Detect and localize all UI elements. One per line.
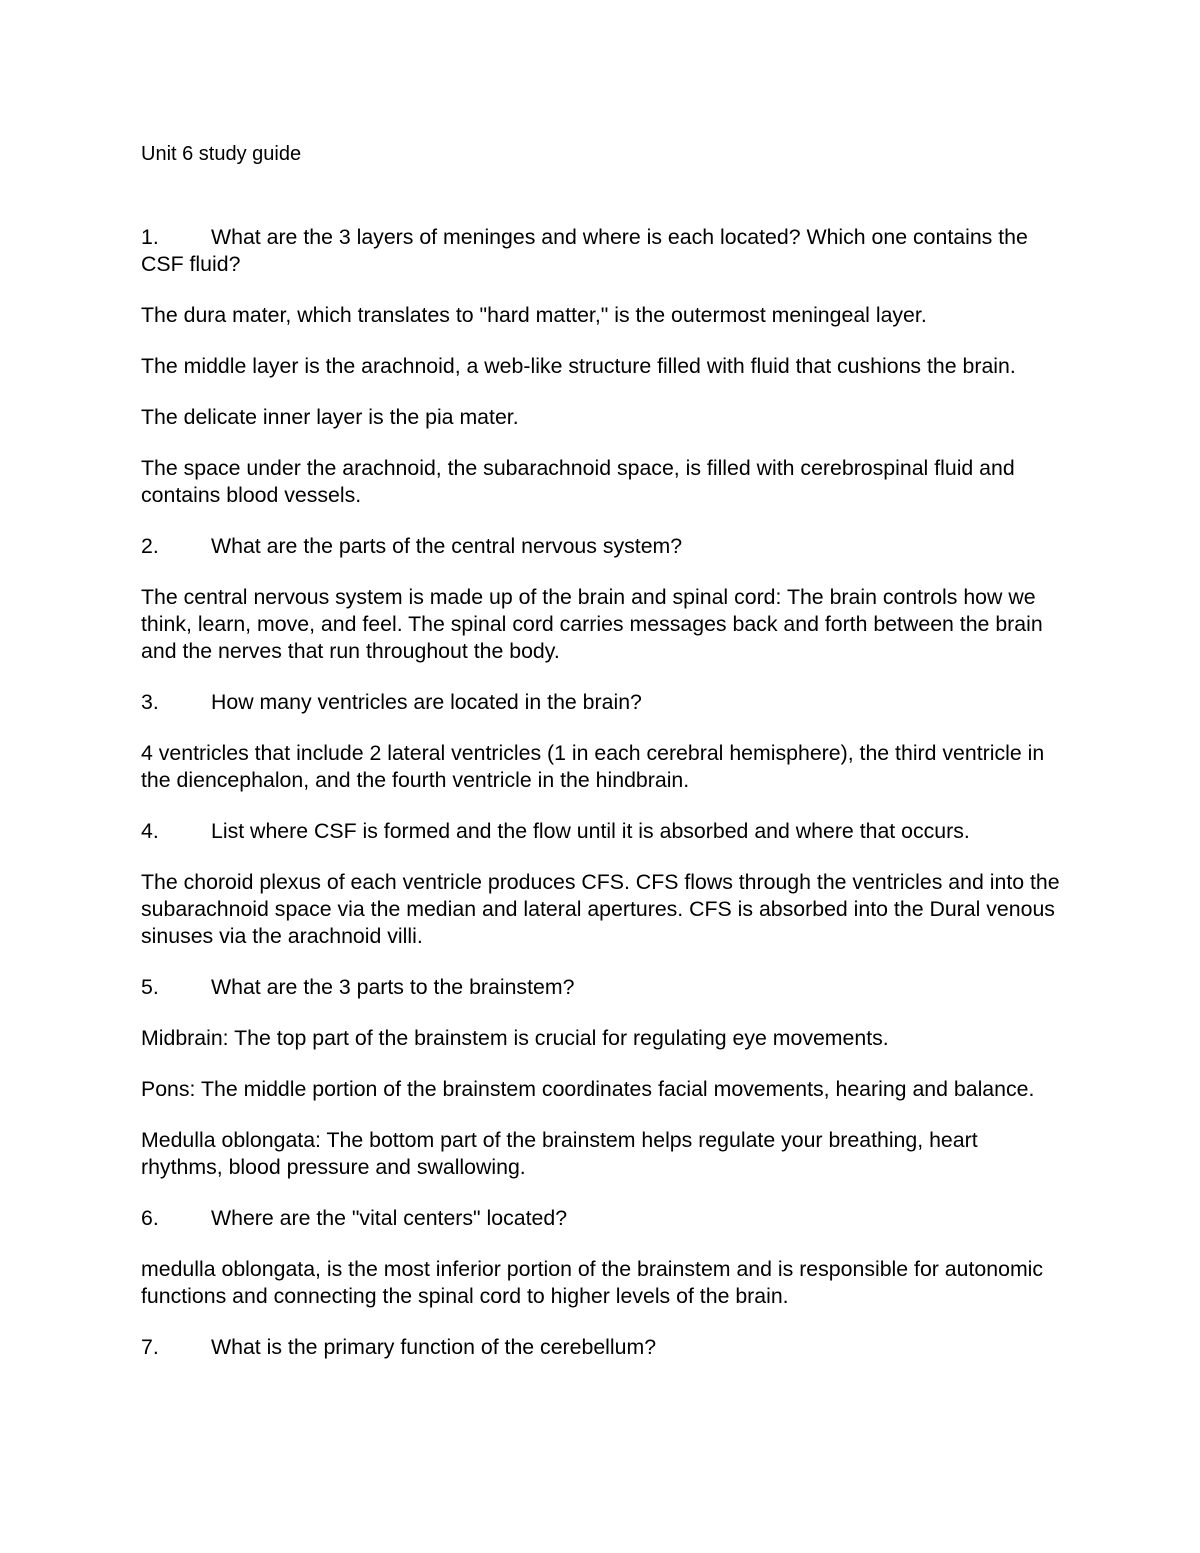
question-text: What are the 3 parts to the brainstem? [211,975,575,999]
question-number: 6. [141,1206,159,1230]
question-5 [141,974,1061,1001]
question-number: 5. [141,975,159,999]
question-number: 2. [141,534,159,558]
question-1 [141,224,1061,278]
question-text: How many ventricles are located in the brain? [211,690,642,714]
question-2 [141,533,1061,560]
answer-paragraph: The central nervous system is made up of the brain and spinal cord: The brain controls how we think, learn, move, and feel. The spinal cord carries messages back and forth between the brain and the nerves that run throughout the body. [141,585,1043,663]
answer-paragraph: The middle layer is the arachnoid, a web-like structure filled with fluid that cushions the brain. [141,354,1016,378]
answer-paragraph: medulla oblongata, is the most inferior portion of the brainstem and is responsible for autonomic functions and connecting the spinal cord to higher levels of the brain. [141,1257,1044,1308]
question-4 [141,818,1061,845]
document-body [141,141,1061,1385]
answer-paragraph: Pons: The middle portion of the brainstem coordinates facial movements, hearing and balance. [141,1077,1035,1101]
question-text: Where are the "vital centers" located? [211,1206,568,1230]
question-7 [141,1334,1061,1361]
question-text: List where CSF is formed and the flow until it is absorbed and where that occurs. [211,819,970,843]
answer-paragraph: 4 ventricles that include 2 lateral ventricles (1 in each cerebral hemisphere), the third ventricle in the diencephalon, and the fourth ventricle in the hindbrain. [141,741,1045,792]
answer-paragraph: Medulla oblongata: The bottom part of the brainstem helps regulate your breathing, heart rhythms, blood pressure and swallowing. [141,1128,978,1179]
answer-paragraph: The choroid plexus of each ventricle produces CFS. CFS flows through the ventricles and into the subarachnoid space via the median and lateral apertures. CFS is absorbed into the Dural venous sinuses via the arachnoid villi. [141,870,1060,948]
question-6 [141,1205,1061,1232]
answer-paragraph: The dura mater, which translates to "hard matter," is the outermost meningeal layer. [141,303,927,327]
question-3 [141,689,1061,716]
question-text: What is the primary function of the cerebellum? [211,1335,657,1359]
document-title: Unit 6 study guide [141,143,302,165]
question-number: 4. [141,819,159,843]
question-number: 1. [141,225,159,249]
question-number: 7. [141,1335,159,1359]
question-text: What are the parts of the central nervous system? [211,534,683,558]
answer-paragraph: Midbrain: The top part of the brainstem is crucial for regulating eye movements. [141,1026,889,1050]
answer-paragraph: The space under the arachnoid, the subarachnoid space, is filled with cerebrospinal fluid and contains blood vessels. [141,456,1015,507]
question-number: 3. [141,690,159,714]
answer-paragraph: The delicate inner layer is the pia mater. [141,405,519,429]
question-text: What are the 3 layers of meninges and where is each located? Which one contains the CSF fluid? [141,225,1028,276]
